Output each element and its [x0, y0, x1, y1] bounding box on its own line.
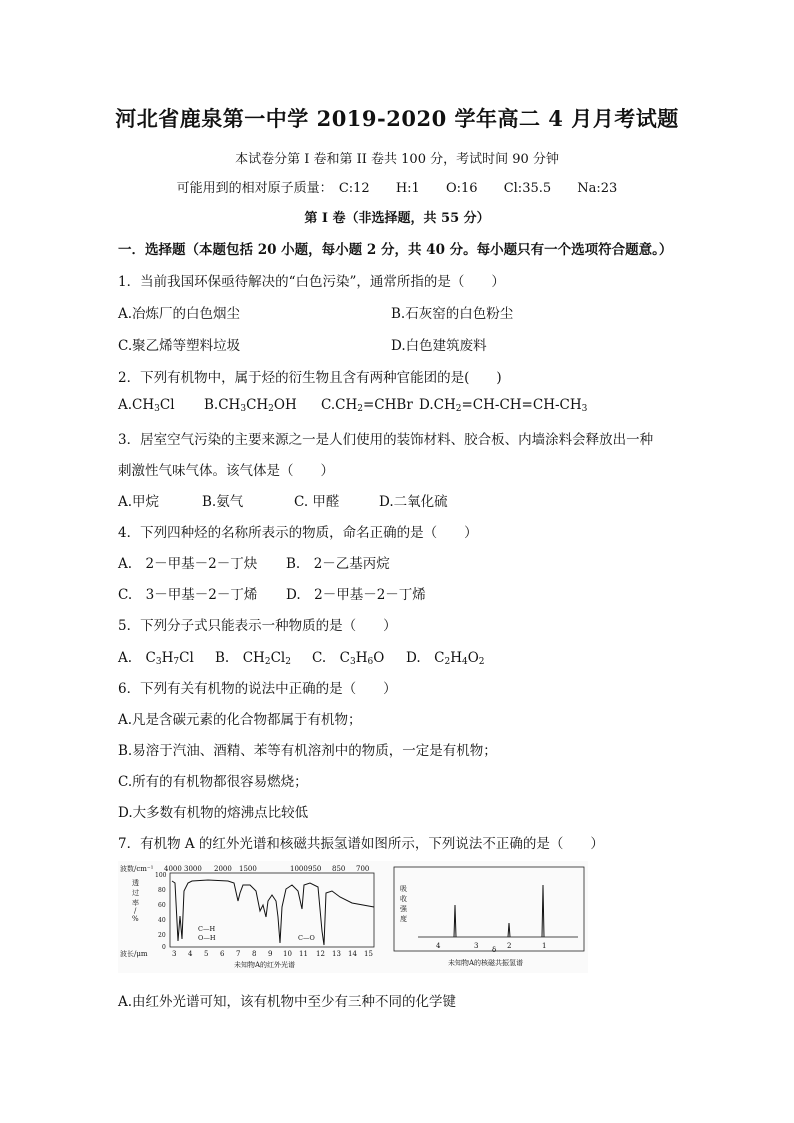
ir-y-tick: 60: [158, 902, 166, 909]
nmr-caption: 未知物A的核磁共振氢谱: [448, 959, 524, 967]
question-3-option-c: C. 甲醛: [294, 494, 340, 510]
ir-wavelength-tick: 10: [283, 950, 292, 958]
ir-wavelength-tick: 15: [364, 950, 373, 958]
question-2-option-a: $A.CH_3Cl$: [118, 397, 175, 414]
question-2-option-b: $B.CH_3CH_2OH$: [204, 397, 297, 414]
question-3-option-d: D.二氧化硫: [379, 494, 448, 510]
question-5-stem: 5．下列分子式只能表示一种物质的是（ ）: [118, 618, 397, 634]
ir-y-label-char: 透: [132, 879, 139, 887]
ir-wavelength-tick: 3: [172, 950, 177, 958]
question-2-option-d: $D.CH_2=CH-CH=CH-CH_3$: [419, 397, 588, 414]
question-3-options: [118, 490, 448, 510]
ir-y-tick: 20: [158, 932, 166, 939]
nmr-y-label-char: 吸: [400, 885, 407, 893]
question-7-option-a: A.由红外光谱可知，该有机物中至少有三种不同的化学键: [118, 994, 457, 1010]
atom-mass-o: O:16: [445, 181, 478, 196]
ir-y-tick: 0: [162, 944, 166, 951]
ir-wavenumber-tick: 4000: [164, 865, 182, 873]
question-4-option-d: D. 2－甲基－2－丁烯: [286, 587, 426, 603]
ir-wavelength-tick: 12: [316, 950, 325, 958]
atom-mass-c: C:12: [338, 181, 370, 196]
question-5-option-a: A. $C_3H_7Cl$: [118, 650, 194, 667]
ir-y-label-char: 率: [132, 899, 139, 907]
ir-wavenumber-tick: 2000: [214, 865, 232, 873]
nmr-x-label: δ: [492, 946, 497, 954]
question-6-stem: 6．下列有关有机物的说法中正确的是（ ）: [118, 681, 397, 697]
section-heading: 第 I 卷（非选择题，共 55 分）: [304, 211, 490, 226]
ir-wavelength-tick: 11: [299, 950, 308, 958]
atom-mass-h: H:1: [395, 181, 420, 196]
ir-wavenumber-tick: 1000: [290, 865, 308, 873]
question-5-options: [118, 646, 485, 667]
ir-wavenumber-tick: 850: [332, 865, 346, 873]
ir-y-label-char: /: [134, 907, 137, 915]
question-5-option-b: B. $CH_2Cl_2$: [215, 650, 291, 667]
nmr-y-label-char: 强: [400, 905, 407, 913]
part-heading: 一．选择题（本题包括 20 小题，每小题 2 分，共 40 分。每小题只有一个选项符合题意。）: [118, 242, 673, 258]
ir-annotation-oh: O—H: [198, 934, 216, 942]
question-2-stem: 2．下列有机物中，属于烃的衍生物且含有两种官能团的是( ): [118, 370, 502, 386]
question-1-option-d: D.白色建筑废料: [391, 338, 487, 354]
question-6-option-c: C.所有的有机物都很容易燃烧；: [118, 774, 308, 790]
ir-wavenumber-tick: 3000: [184, 865, 202, 873]
question-4-stem: 4．下列四种烃的名称所表示的物质，命名正确的是（ ）: [118, 525, 478, 541]
ir-wavelength-label: 波长/μm: [120, 950, 148, 958]
ir-y-tick: 40: [158, 917, 166, 924]
nmr-y-label-char: 收: [400, 895, 407, 903]
atom-mass-cl: Cl:35.5: [503, 181, 552, 196]
ir-y-tick: 100: [155, 872, 167, 879]
ir-wavelength-tick: 6: [220, 950, 225, 958]
question-1-option-c: C.聚乙烯等塑料垃圾: [118, 338, 241, 354]
ir-y-label-char: 过: [132, 889, 139, 897]
nmr-x-tick: 1: [542, 942, 547, 950]
atomic-masses: [0, 177, 794, 196]
nmr-x-tick: 2: [507, 942, 512, 950]
nmr-y-label-char: 度: [400, 915, 407, 923]
ir-wavelength-tick: 14: [348, 950, 357, 958]
ir-wavelength-tick: 4: [188, 950, 193, 958]
question-6-option-a: A.凡是含碳元素的化合物都属于有机物；: [118, 712, 362, 728]
question-7-stem: 7．有机物 A 的红外光谱和核磁共振氢谱如图所示，下列说法不正确的是（ ）: [118, 836, 604, 852]
nmr-x-tick: 3: [474, 942, 479, 950]
ir-y-label-char: %: [132, 915, 139, 923]
question-3-option-b: B.氨气: [202, 494, 244, 510]
question-4-option-c: C. 3－甲基－2－丁烯: [118, 587, 258, 603]
question-2-options: [118, 397, 587, 414]
question-4-option-a: A. 2－甲基－2－丁炔: [118, 556, 258, 572]
question-3-option-a: A.甲烷: [118, 494, 160, 510]
question-1-stem: 1．当前我国环保亟待解决的“白色污染”，通常所指的是（ ）: [118, 274, 505, 290]
ir-y-tick: 80: [158, 887, 166, 894]
question-1-option-b: B.石灰窑的白色粉尘: [391, 306, 514, 322]
ir-wavelength-tick: 7: [236, 950, 241, 958]
ir-wavelength-tick: 8: [252, 950, 257, 958]
nmr-x-tick: 4: [436, 942, 441, 950]
question-4-options-row2: [118, 583, 426, 603]
question-2-option-c: $C.CH_2=CHBr$: [321, 397, 413, 414]
spectra-svg: [118, 861, 588, 973]
ir-wavenumber-label: 波数/cm⁻¹: [120, 865, 154, 873]
ir-wavelength-tick: 5: [204, 950, 209, 958]
exam-subtitle: 本试卷分第 I 卷和第 II 卷共 100 分，考试时间 90 分钟: [235, 152, 559, 167]
ir-wavenumber-tick: 1500: [239, 865, 257, 873]
ir-annotation-ch: C—H: [198, 925, 216, 933]
ir-annotation-co: C—O: [298, 934, 315, 942]
atomic-masses-label: 可能用到的相对原子质量：: [176, 181, 333, 196]
question-4-options-row1: [118, 552, 390, 572]
ir-wavelength-tick: 13: [332, 950, 341, 958]
question-5-option-d: D. $C_2H_4O_2$: [406, 650, 485, 667]
ir-caption: 未知物A的红外光谱: [234, 961, 296, 969]
ir-wavenumber-tick: 700: [356, 865, 370, 873]
question-6-option-d: D.大多数有机物的熔沸点比较低: [118, 805, 309, 821]
exam-title: 河北省鹿泉第一中学 2019-2020 学年高二 4 月月考试题: [115, 106, 679, 131]
ir-wavenumber-tick: 950: [308, 865, 322, 873]
question-4-option-b: B. 2－乙基丙烷: [286, 556, 390, 572]
question-6-option-b: B.易溶于汽油、酒精、苯等有机溶剂中的物质，一定是有机物；: [118, 743, 497, 759]
question-3-stem-line1: 3．居室空气污染的主要来源之一是人们使用的装饰材料、胶合板、内墙涂料会释放出一种: [118, 432, 654, 448]
atom-mass-na: Na:23: [577, 181, 618, 196]
question-1-option-a: A.冶炼厂的白色烟尘: [118, 306, 241, 322]
ir-wavelength-tick: 9: [268, 950, 273, 958]
question-3-stem-line2: 刺激性气味气体。该气体是（ ）: [118, 463, 334, 479]
spectra-figure: [118, 861, 588, 973]
question-5-option-c: C. $C_3H_6O$: [312, 650, 385, 667]
